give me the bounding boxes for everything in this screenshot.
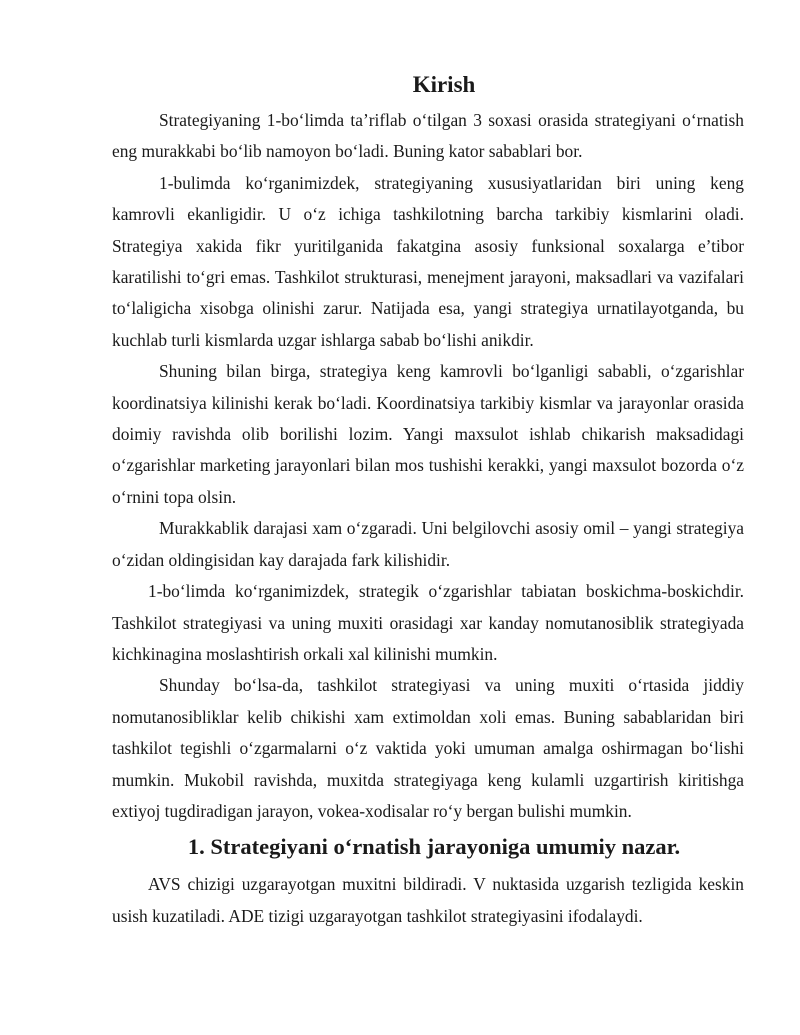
document-page [112, 70, 744, 932]
paragraph-7: AVS chizigi uzgarayotgan muxitni bildiradi. V nuktasida uzgarish tezligida keskin usish kuzatiladi. ADE tizigi uzgarayotgan tashkilot strategiyasini ifodalaydi. [112, 874, 744, 926]
paragraph-5: 1-bo‘limda ko‘rganimizdek, strategik o‘zgarishlar tabiatan boskichma-boskichdir. Tashkilot strategiyasi va uning muxiti orasidagi xar kanday nomutanosiblik strategiyada kichkinagina moslashtirish orkali xal kilinishi mumkin. [112, 581, 744, 664]
paragraph-4: Murakkablik darajasi xam o‘zgaradi. Uni belgilovchi asosiy omil – yangi strategiya o‘zidan oldingisidan kay darajada fark kilishidir. [112, 518, 744, 570]
paragraph-1: Strategiyaning 1-bo‘limda ta’riflab o‘tilgan 3 soxasi orasida strategiyani o‘rnatish eng murakkabi bo‘lib namoyon bo‘ladi. Buning kator sabablari bor. [112, 110, 744, 162]
section-heading: 1. Strategiyani o‘rnatish jarayoniga umumiy nazar. [187, 834, 681, 860]
paragraph-2: 1-bulimda ko‘rganimizdek, strategiyaning xususiyatlaridan biri uning keng kamrovli ekanligidir. U o‘z ichiga tashkilotning barcha tarkibiy kismlarini oladi. Strategiya xakida fikr yuritilganida fakatgina asosiy funksional soxalarga e’tibor karatilishi to‘gri emas. Tashkilot strukturasi, menejment jarayoni, maksadlari va vazifalari to‘laligicha xisobga olinishi zarur. Natijada esa, yangi strategiya urnatilayotganda, bu kuchlab turli kismlarda uzgar ishlarga sabab bo‘lishi anikdir. [112, 172, 744, 350]
document-title: Kirish [412, 72, 476, 97]
paragraph-6: Shunday bo‘lsa-da, tashkilot strategiyasi va uning muxiti o‘rtasida jiddiy nomutanosibliklar kelib chikishi xam extimoldan xoli emas. Buning sabablaridan biri tashkilot tegishli o‘zgarmalarni o‘z vaktida yoki umuman amalga oshirmagan bo‘lishi mumkin. Mukobil ravishda, muxitda strategiyaga keng kulamli uzgartirish kiritishga extiyoj tugdiradigan jarayon, vokea-xodisalar ro‘y bergan bulishi mumkin. [112, 675, 744, 821]
paragraph-3: Shuning bilan birga, strategiya keng kamrovli bo‘lganligi sababli, o‘zgarishlar koordinatsiya kilinishi kerak bo‘ladi. Koordinatsiya tarkibiy kismlar va jarayonlar orasida doimiy ravishda olib borilishi lozim. Yangi maxsulot ishlab chikarish maksadidagi o‘zgarishlar marketing jarayonlari bilan mos tushishi kerakki, yangi maxsulot bozorda o‘z o‘rnini topa olsin. [112, 361, 744, 507]
